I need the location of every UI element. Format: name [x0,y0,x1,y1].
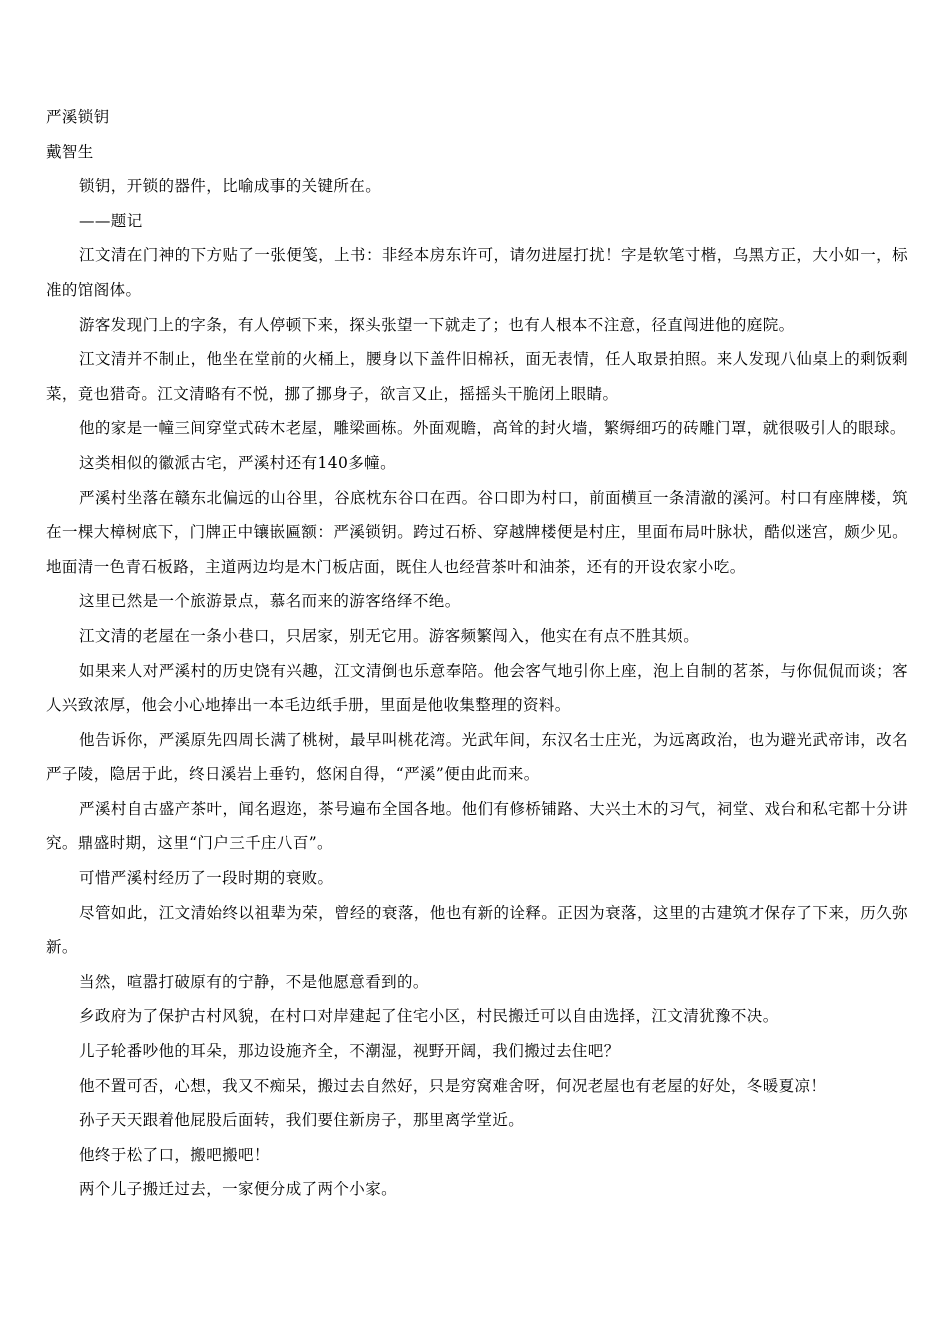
paragraph: 游客发现门上的字条，有人停顿下来，探头张望一下就走了；也有人根本不注意，径直闯进他的庭院。 [79,315,795,334]
paragraph: 这类相似的徽派古宅，严溪村还有140多幢。 [79,453,396,472]
document-body [46,100,908,1207]
paragraph: 孙子天天跟着他屁股后面转，我们要住新房子，那里离学堂近。 [79,1111,525,1130]
paragraph: 可惜严溪村经历了一段时期的衰败。 [79,869,334,888]
epigraph: 锁钥，开锁的器件，比喻成事的关键所在。 [79,177,382,196]
paragraph: 乡政府为了保护古村风貌，在村口对岸建起了住宅小区，村民搬迁可以自由选择，江文清犹豫不决。 [79,1007,779,1026]
paragraph: 当然，喧嚣打破原有的宁静，不是他愿意看到的。 [79,972,429,991]
paragraph: 儿子轮番吵他的耳朵，那边设施齐全，不潮湿，视野开阔，我们搬过去住吧？ [79,1042,620,1061]
epigraph-source: ——题记 [79,211,143,230]
paragraph: 严溪村坐落在赣东北偏远的山谷里，谷底枕东谷口在西。谷口即为村口，前面横亘一条清澈的溪河。村口有座牌楼，筑在一棵大樟树底下，门牌正中镶嵌匾额：严溪锁钥。跨过石桥、穿越牌楼便是村庄，里面布局叶脉状，酷似迷宫，颇少见。地面清一色青石板路，主道两边均是木门板店面，既住人也经营茶叶和油茶，还有的开设农家小吃。 [46,488,908,576]
document-author: 戴智生 [46,142,94,161]
paragraph: 如果来人对严溪村的历史饶有兴趣，江文清倒也乐意奉陪。他会客气地引你上座，泡上自制的茗茶，与你侃侃而谈；客人兴致浓厚，他会小心地捧出一本毛边纸手册，里面是他收集整理的资料。 [46,661,908,715]
paragraph: 他终于松了口，搬吧搬吧！ [79,1145,270,1164]
paragraph: 他的家是一幢三间穿堂式砖木老屋，雕梁画栋。外面观瞻，高耸的封火墙，繁缛细巧的砖雕门罩，就很吸引人的眼球。 [79,419,906,438]
paragraph: 他告诉你，严溪原先四周长满了桃树，最早叫桃花湾。光武年间，东汉名士庄光，为远离政治，也为避光武帝讳，改名严子陵，隐居于此，终日溪岩上垂钓，悠闲自得，“严溪”便由此而来。 [46,730,908,784]
paragraph: 尽管如此，江文清始终以祖辈为荣，曾经的衰落，他也有新的诠释。正因为衰落，这里的古建筑才保存了下来，历久弥新。 [46,903,908,957]
document-title: 严溪锁钥 [46,108,110,126]
paragraph: 江文清的老屋在一条小巷口，只居家，别无它用。游客频繁闯入，他实在有点不胜其烦。 [79,626,700,645]
paragraph: 严溪村自古盛产茶叶，闻名遐迩，茶号遍布全国各地。他们有修桥铺路、大兴土木的习气，祠堂、戏台和私宅都十分讲究。鼎盛时期，这里“门户三千庄八百”。 [46,799,908,853]
paragraph: 他不置可否，心想，我又不痴呆，搬过去自然好，只是穷窝难舍呀，何况老屋也有老屋的好处，冬暖夏凉！ [79,1076,827,1095]
paragraph: 江文清在门神的下方贴了一张便笺，上书：非经本房东许可，请勿进屋打扰！字是软笔寸楷，乌黑方正，大小如一，标准的馆阁体。 [46,246,908,299]
paragraph: 江文清并不制止，他坐在堂前的火桶上，腰身以下盖件旧棉袄，面无表情，任人取景拍照。来人发现八仙桌上的剩饭剩菜，竟也猎奇。江文清略有不悦，挪了挪身子，欲言又止，摇摇头干脆闭上眼睛。 [46,350,908,403]
paragraph: 两个儿子搬迁过去，一家便分成了两个小家。 [79,1180,398,1199]
paragraph: 这里已然是一个旅游景点，慕名而来的游客络绎不绝。 [79,592,461,611]
